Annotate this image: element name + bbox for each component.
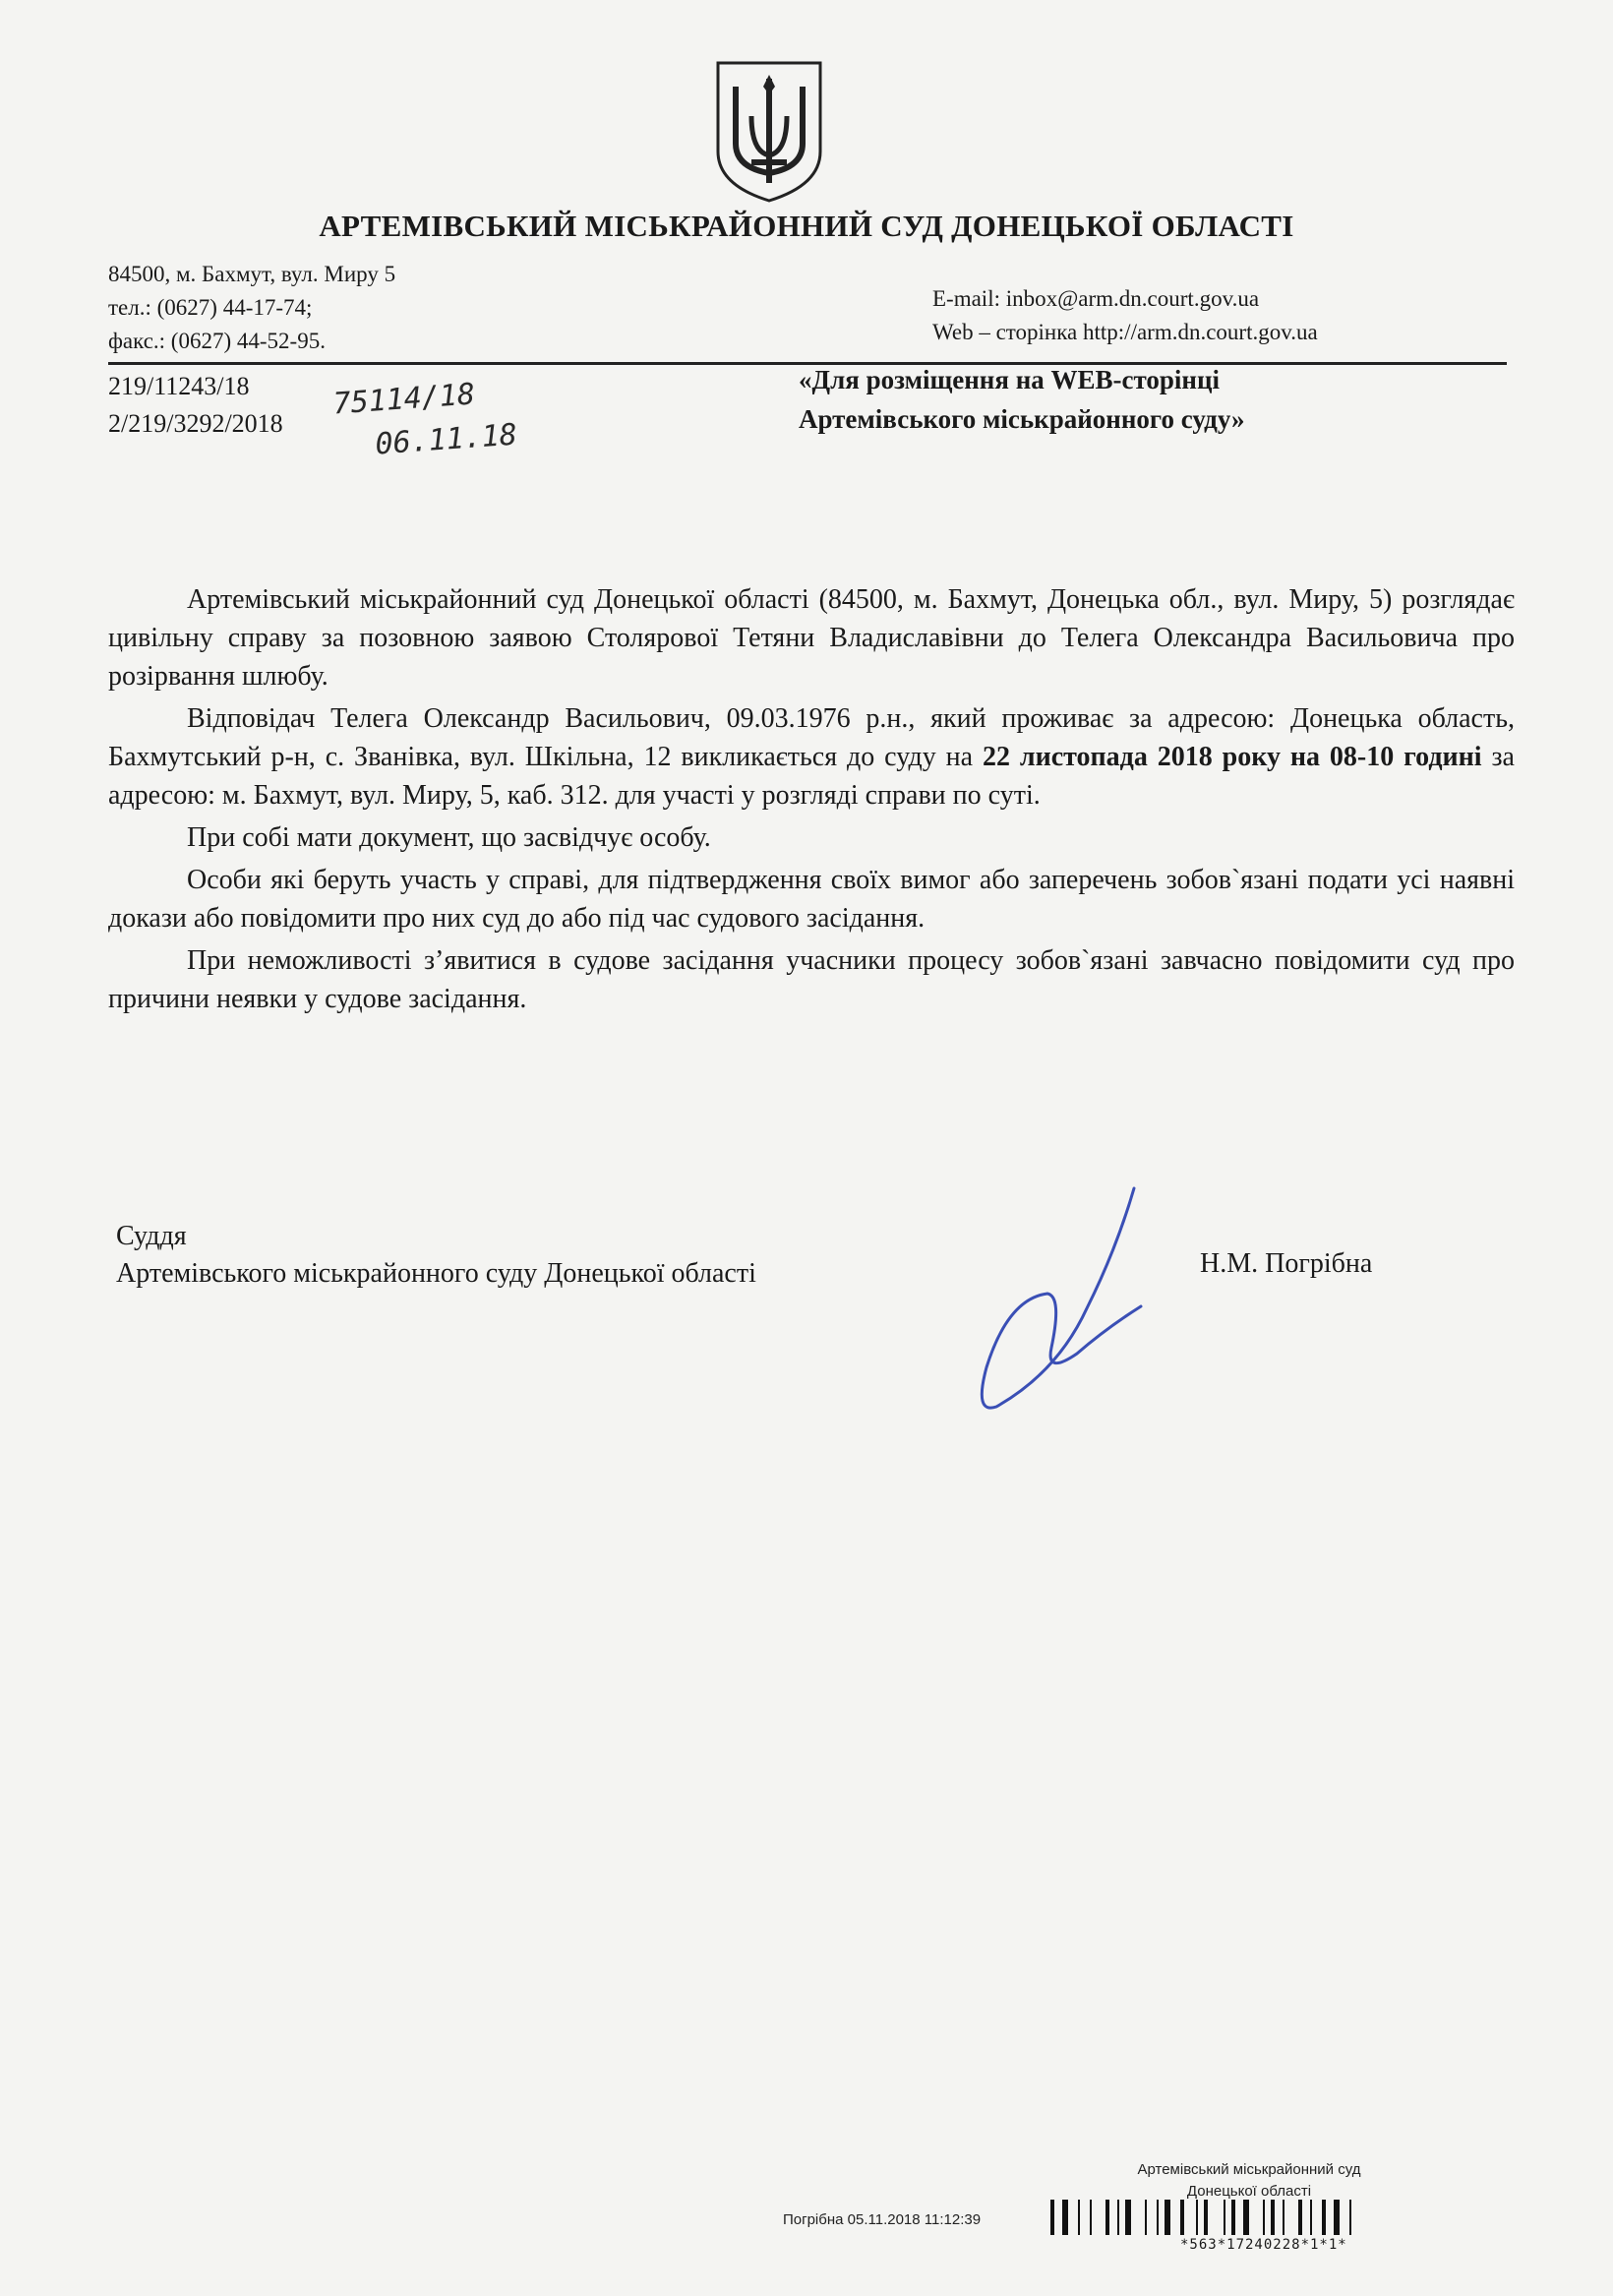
paragraph-5: При неможливості з’явитися в судове засідання учасники процесу зобов`язані завчасно повідомити суд про причини неявки у судове засідання. (108, 945, 1515, 1014)
court-email: E-mail: inbox@arm.dn.court.gov.ua (932, 286, 1260, 311)
barcode-text: *563*17240228*1*1* (1180, 2237, 1347, 2253)
case-number-2: 2/219/3292/2018 (108, 409, 283, 438)
barcode-icon (1050, 2200, 1523, 2239)
judge-name: Н.М. Погрібна (1200, 1248, 1373, 1279)
court-address: 84500, м. Бахмут, вул. Миру 5 (108, 262, 396, 286)
handwritten-number: 75114/18 (331, 377, 477, 422)
coat-of-arms-trident-icon (712, 57, 826, 205)
court-website: Web – сторінка http://arm.dn.court.gov.ua (932, 320, 1318, 344)
stamp-court-line-1: Артемівський міськрайонний суд (1137, 2161, 1361, 2178)
court-name-heading: АРТЕМІВСЬКИЙ МІСЬКРАЙОННИЙ СУД ДОНЕЦЬКОЇ ОБЛАСТІ (319, 209, 1294, 243)
signatory-block (116, 1218, 756, 1293)
court-phone: тел.: (0627) 44-17-74; (108, 295, 313, 320)
notice-body (108, 580, 1515, 1022)
contact-block-right (932, 282, 1318, 349)
e-signature-stamp-court (1121, 2159, 1377, 2203)
web-note-line-2: Артемівського міськрайонного суду» (799, 404, 1245, 434)
signatory-organization: Артемівського міськрайонного суду Донецької області (116, 1258, 756, 1289)
web-publication-note (799, 360, 1245, 439)
court-fax: факс.: (0627) 44-52-95. (108, 329, 326, 353)
signatory-role: Суддя (116, 1221, 187, 1251)
paragraph-4: Особи які беруть участь у справі, для підтвердження своїх вимог або заперечень зобов`язані подати усі наявні докази або повідомити про них суд до або під час судового засідання. (108, 865, 1515, 934)
paragraph-2-end: за адресою: м. Бахмут, вул. Миру, 5, каб. 312. для участі у розгляді справи по суті. (108, 742, 1515, 811)
hearing-date-time: 22 листопада 2018 року на 08-10 годині (982, 742, 1482, 772)
paragraph-1: Артемівський міськрайонний суд Донецької області (84500, м. Бахмут, Донецька обл., вул. Миру, 5) розглядає цивільну справу за позовною заявою Столярової Тетяни Владиславівни до Телега Олександра Васильовича про розірвання шлюбу. (108, 584, 1515, 692)
handwritten-registration (331, 374, 518, 467)
handwritten-signature (969, 1180, 1165, 1417)
paragraph-2-start: Відповідач Телега Олександр Васильович, 09.03.1976 р.н., який проживає за адресою: Донецька область, Бахмутський р-н, с. Званівка, вул. Шкільна, 12 викликається до суду на (108, 703, 1515, 772)
e-signature-meta: Погрібна 05.11.2018 11:12:39 (783, 2211, 982, 2228)
paragraph-2 (108, 699, 1515, 815)
contact-block-left (108, 258, 395, 358)
web-note-line-1: «Для розміщення на WEB-сторінці (799, 365, 1221, 394)
paragraph-3: При собі мати документ, що засвідчує особу. (187, 822, 711, 853)
handwritten-date: 06.11.18 (374, 417, 518, 462)
case-references (108, 368, 283, 443)
stamp-court-line-2: Донецької області (1186, 2183, 1312, 2200)
case-number-1: 219/11243/18 (108, 372, 250, 400)
